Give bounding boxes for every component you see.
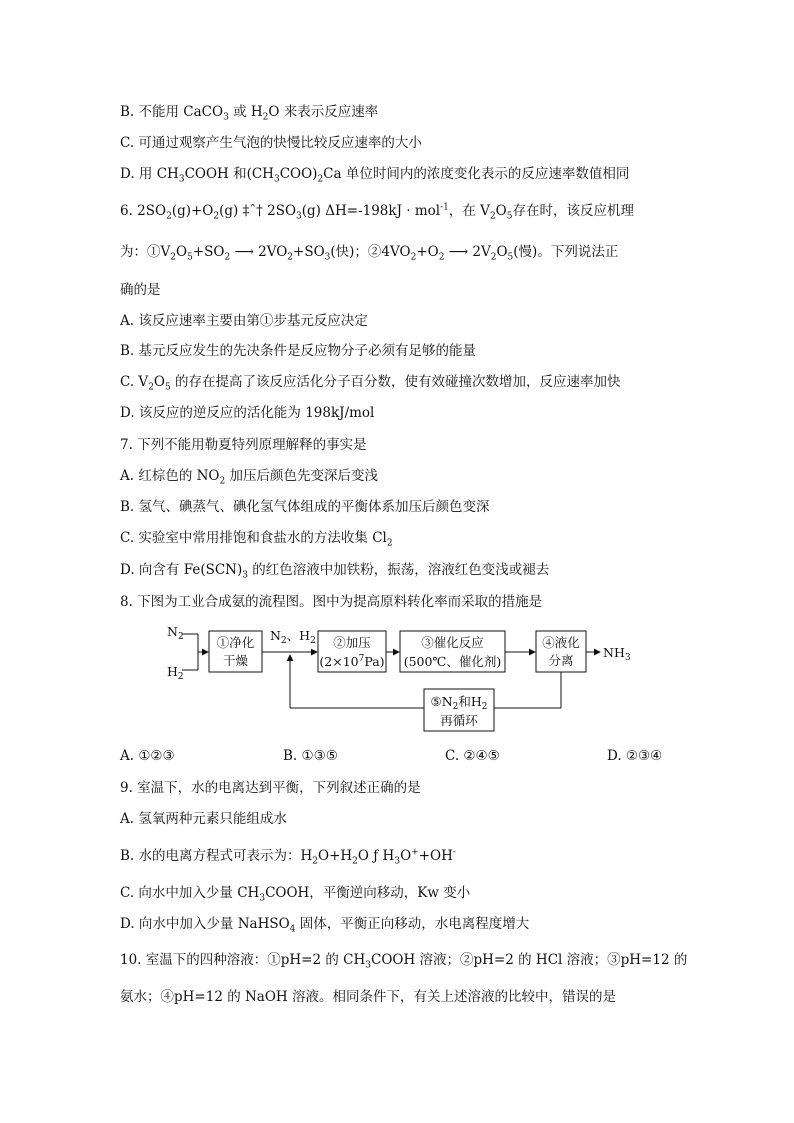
q8-stem: 8. 下图为工业合成氨的流程图。图中为提高原料转化率而采取的措施是 bbox=[120, 594, 543, 610]
q9-stem: 9. 室温下，水的电离达到平衡，下列叙述正确的是 bbox=[120, 780, 421, 796]
step-purify-dry-line1: ①净化 bbox=[216, 635, 255, 650]
q7-option-b: B. 氢气、碘蒸气、碘化氢气体组成的平衡体系加压后颜色变深 bbox=[120, 499, 490, 515]
q9-option-c: C. 向水中加入少量 $CH_3COOH$，平衡逆向移动，Kw 变小 bbox=[120, 885, 471, 904]
q8-option-a: A. ①②③ bbox=[120, 748, 175, 764]
step-liquefy-separate-line2: 分离 bbox=[548, 653, 574, 668]
q10-stem-line1: 10. 室温下的四种溶液：①pH=2 的 $CH_3COOH$ 溶液；②pH=2 的 HCl 溶液；③pH=12 的 bbox=[120, 952, 688, 971]
q6-option-b: B. 基元反应发生的先决条件是反应物分子必须有足够的能量 bbox=[120, 343, 477, 359]
q6-option-a: A. 该反应速率主要由第①步基元反应决定 bbox=[120, 313, 368, 329]
step-catalytic-reaction-line1: ③催化反应 bbox=[421, 635, 484, 650]
input-h2-label: $H_2$ bbox=[167, 664, 184, 682]
q9-option-a: A. 氢氧两种元素只能组成水 bbox=[120, 811, 287, 827]
step-liquefy-separate-line1: ④液化 bbox=[542, 635, 580, 650]
input-n2-label: $N_2$ bbox=[167, 624, 184, 642]
ammonia-process-flow-diagram bbox=[160, 620, 640, 735]
mixed-gas-label: $N_2$、$H_2$ bbox=[270, 628, 316, 646]
q5-option-b: B. 不能用 CaCO$_3$ 或 $H_2O$ 来表示反应速率 bbox=[120, 104, 379, 123]
step-recycle-line1: $⑤N_2$和$H_2$ bbox=[430, 694, 488, 712]
q10-stem-line2: 氨水；④pH=12 的 NaOH 溶液。相同条件下，有关上述溶液的比较中，错误的是 bbox=[120, 989, 616, 1005]
reaction-arrow: ⟶ bbox=[230, 244, 259, 260]
q5-option-c: C. 可通过观察产生气泡的快慢比较反应速率的大小 bbox=[120, 135, 422, 151]
q6-option-c: C. $V_2O_5$ 的存在提高了该反应活化分子百分数，使有效碰撞次数增加，反应速率加快 bbox=[120, 374, 621, 393]
product-nh3-label: $NH_3$ bbox=[603, 645, 631, 663]
step-catalytic-reaction-line2: (500℃、催化剂) bbox=[403, 654, 502, 669]
q8-option-c: C. ②④⑤ bbox=[445, 748, 500, 764]
q7-option-c: C. 实验室中常用排饱和食盐水的方法收集 $Cl_2$ bbox=[120, 530, 393, 549]
q6-stem-line2: 为：$①V_2O_5+SO_2$ ⟶ $2VO_2+SO_3$(快)；$②4VO_2+O_2$ ⟶ $2V_2O_5$(慢)。下列说法正 bbox=[120, 244, 619, 263]
q7-stem: 7. 下列不能用勒夏特列原理解释的事实是 bbox=[120, 437, 367, 453]
step-purify-dry-line2: 干燥 bbox=[222, 653, 249, 668]
q6-stem-line1: 6. $2SO_2(g)+O_2(g)$ ‡ˆ† $2SO_3(g) \Delta H=-198kJ \cdot mol^{-1}$，在 $V_2O_5$存在时，该反应机理 bbox=[120, 202, 634, 222]
q5-option-d: D. 用 $CH_3COOH$ 和$(CH_3COO)_2Ca$ 单位时间内的浓度变化表示的反应速率数值相同 bbox=[120, 166, 630, 185]
reaction-arrow: ⟶ bbox=[444, 244, 473, 260]
q7-option-d: D. 向含有 $Fe(SCN)_3$ 的红色溶液中加铁粉，振荡，溶液红色变浅或褪去 bbox=[120, 562, 550, 581]
equilibrium-arrows: ‡ˆ† bbox=[242, 203, 263, 219]
q6-option-d: D. 该反应的逆反应的活化能为 198kJ/mol bbox=[120, 405, 375, 421]
q8-option-b: B. ①③⑤ bbox=[283, 748, 338, 764]
q9-option-b: B. 水的电离方程式可表示为：$H_2O+H_2O$ ƒ $H_3O^++OH^-$ bbox=[120, 847, 456, 867]
step-pressurize-line1: ②加压 bbox=[333, 635, 371, 650]
q6-stem-line3: 确的是 bbox=[120, 282, 161, 298]
q8-option-d: D. ②③④ bbox=[607, 748, 663, 764]
q7-option-a: A. 红棕色的 $NO_2$ 加压后颜色先变深后变浅 bbox=[120, 468, 379, 487]
q9-option-d: D. 向水中加入少量 NaHSO$_4$ 固体，平衡正向移动，水电离程度增大 bbox=[120, 916, 530, 935]
step-pressurize-line2: $(2\times 10^7Pa)$ bbox=[319, 654, 385, 669]
step-recycle-line2: 再循环 bbox=[440, 713, 478, 728]
